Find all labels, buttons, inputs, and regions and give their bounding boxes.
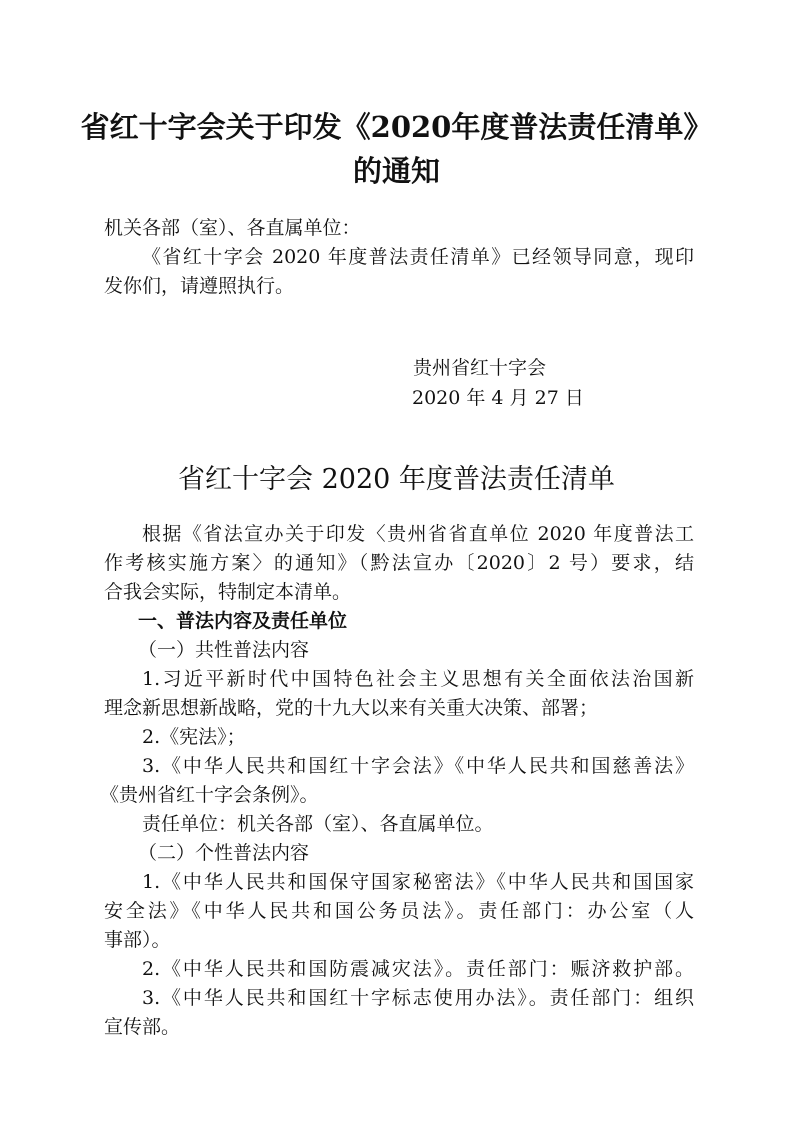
notice-title-line1: 省红十字会关于印发《2020年度普法责任清单》	[80, 110, 713, 144]
specific-item1-line3: 事部）。	[104, 929, 171, 951]
specific-item1-line1: 1.《中华人民共和国保守国家秘密法》《中华人民共和国国家	[142, 871, 694, 893]
specific-item2: 2.《中华人民共和国防震减灾法》。责任部门：赈济救护部。	[142, 958, 694, 980]
common-responsible: 责任单位：机关各部（室）、各直属单位。	[142, 813, 494, 835]
signature-org: 贵州省红十字会	[413, 357, 547, 379]
notice-title-line2: 的通知	[352, 154, 440, 188]
intro-line1: 根据《省法宣办关于印发〈贵州省省直单位 2020 年度普法工	[142, 523, 694, 545]
specific-item3-line2: 宣传部。	[104, 1016, 181, 1038]
section1-heading: 一、普法内容及责任单位	[138, 610, 348, 632]
common-item1-line2: 理念新思想新战略，党的十九大以来有关重大决策、部署；	[104, 697, 599, 719]
list-title: 省红十字会 2020 年度普法责任清单	[178, 464, 615, 495]
common-item3-line2: 《贵州省红十字会条例》。	[100, 784, 319, 806]
intro-line3: 合我会实际，特制定本清单。	[104, 581, 352, 603]
specific-heading: （二）个性普法内容	[138, 842, 310, 864]
intro-line2: 作考核实施方案〉的通知》（黔法宣办〔2020〕2 号）要求，结	[104, 552, 694, 574]
common-heading: （一）共性普法内容	[138, 639, 310, 661]
specific-item1-line2: 安全法》《中华人民共和国公务员法》。责任部门：办公室（人	[104, 900, 694, 922]
signature-date: 2020 年 4 月 27 日	[412, 387, 584, 409]
common-item2: 2.《宪法》；	[142, 726, 246, 748]
common-item1-line1: 1.习近平新时代中国特色社会主义思想有关全面依法治国新	[142, 668, 694, 690]
specific-item3-line1: 3.《中华人民共和国红十字标志使用办法》。责任部门：组织	[142, 987, 694, 1009]
notice-body-line2: 发你们，请遵照执行。	[104, 275, 295, 297]
common-item3-line1: 3.《中华人民共和国红十字会法》《中华人民共和国慈善法》	[142, 755, 694, 777]
notice-body-line1: 《省红十字会 2020 年度普法责任清单》已经领导同意，现印	[142, 246, 694, 268]
notice-salutation: 机关各部（室）、各直属单位：	[104, 217, 361, 239]
